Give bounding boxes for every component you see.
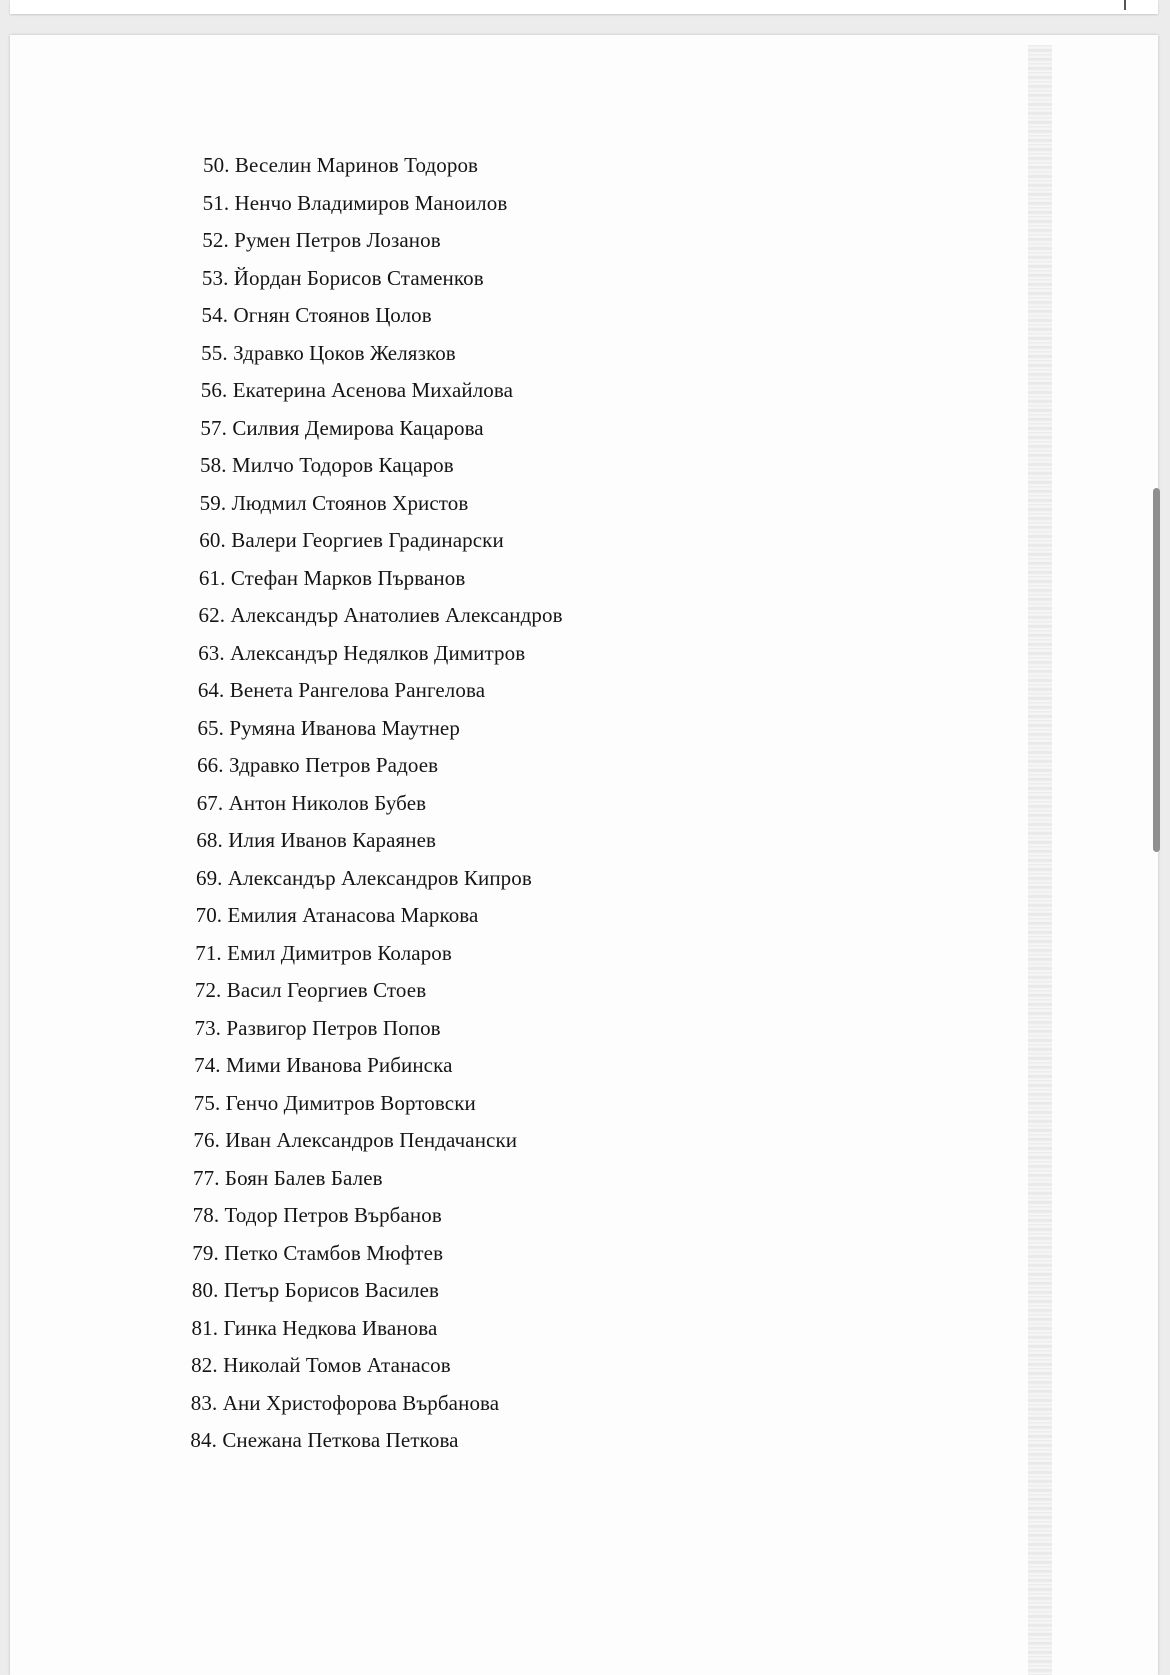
item-number: 66. — [197, 753, 224, 777]
list-item — [193, 1203, 442, 1228]
item-name: Румяна Иванова Маутнер — [229, 715, 460, 740]
item-name: Гинка Недкова Иванова — [223, 1315, 438, 1340]
item-name: Александър Александров Кипров — [227, 865, 532, 890]
item-number: 64. — [197, 678, 225, 702]
item-number: 84. — [190, 1428, 217, 1452]
list-item — [191, 1391, 499, 1416]
list-item — [201, 378, 513, 403]
item-number: 76. — [193, 1128, 220, 1152]
list-item — [202, 303, 432, 328]
list-item — [192, 1241, 443, 1266]
item-number: 58. — [200, 453, 227, 477]
item-name: Николай Томов Атанасов — [223, 1353, 451, 1377]
item-number: 63. — [198, 640, 225, 665]
item-number: 70. — [195, 903, 223, 927]
item-name: Петър Борисов Василев — [223, 1278, 440, 1302]
list-item — [194, 1091, 476, 1116]
item-number: 69. — [195, 865, 223, 890]
list-item — [200, 416, 483, 441]
item-name: Венета Рангелова Рангелова — [229, 678, 486, 702]
item-name: Генчо Димитров Вортовски — [225, 1090, 476, 1115]
list-item — [197, 753, 438, 778]
list-item — [190, 1428, 458, 1453]
item-number: 82. — [191, 1353, 218, 1377]
list-item — [194, 1053, 452, 1078]
item-name: Васил Георгиев Стоев — [226, 978, 427, 1002]
item-number: 83. — [190, 1390, 218, 1415]
list-item — [203, 191, 508, 216]
list-item — [199, 566, 465, 591]
item-name: Ани Христофорова Върбанова — [222, 1390, 500, 1415]
item-number: 72. — [194, 978, 222, 1002]
list-item — [192, 1278, 439, 1303]
item-number: 71. — [195, 940, 222, 965]
item-name: Валери Георгиев Градинарски — [231, 528, 504, 552]
item-number: 78. — [192, 1203, 220, 1227]
item-name: Иван Александров Пендачански — [225, 1128, 518, 1152]
item-name: Здравко Петров Радоев — [229, 753, 439, 777]
item-number: 73. — [194, 1015, 222, 1040]
item-number: 80. — [191, 1278, 219, 1302]
item-number: 74. — [194, 1053, 221, 1077]
item-name: Александър Анатолиев Александров — [230, 603, 563, 627]
page-divider-mark — [1124, 0, 1126, 10]
list-item — [193, 1166, 383, 1191]
item-number: 75. — [193, 1090, 221, 1115]
item-number: 79. — [192, 1240, 219, 1265]
list-item — [194, 1016, 440, 1041]
scrollbar-thumb[interactable] — [1153, 488, 1160, 852]
item-number: 65. — [197, 715, 224, 740]
list-item — [202, 228, 441, 253]
item-name: Огнян Стоянов Цолов — [233, 303, 432, 327]
item-number: 54. — [201, 303, 229, 327]
item-number: 55. — [201, 340, 228, 365]
item-number: 62. — [198, 603, 226, 627]
item-name: Петко Стамбов Мюфтев — [224, 1240, 444, 1265]
list-item — [198, 641, 525, 666]
item-number: 51. — [202, 190, 230, 215]
previous-page-edge — [10, 0, 1158, 14]
list-item — [191, 1353, 451, 1378]
item-number: 67. — [196, 790, 224, 815]
item-name: Силвия Демирова Кацарова — [232, 415, 484, 440]
item-name: Емил Димитров Коларов — [227, 940, 452, 965]
item-name: Илия Иванов Караянев — [228, 828, 437, 852]
list-item — [196, 866, 532, 891]
item-number: 53. — [201, 265, 229, 290]
item-name: Йордан Борисов Стаменков — [233, 265, 484, 290]
item-number: 81. — [191, 1315, 219, 1340]
item-name: Стефан Марков Първанов — [230, 565, 466, 590]
document-page — [10, 35, 1158, 1675]
item-name: Здравко Цоков Желязков — [233, 340, 456, 365]
scan-edge-artifact — [1028, 45, 1052, 1675]
item-name: Екатерина Асенова Михайлова — [232, 378, 514, 402]
list-item — [196, 903, 479, 928]
item-number: 61. — [198, 565, 226, 590]
list-item — [195, 978, 426, 1003]
list-item — [201, 341, 456, 366]
item-number: 68. — [196, 828, 223, 852]
item-number: 59. — [199, 490, 227, 515]
item-name: Тодор Петров Върбанов — [224, 1203, 442, 1227]
list-item — [203, 153, 478, 178]
item-name: Боян Балев Балев — [224, 1165, 383, 1190]
list-item — [199, 603, 563, 628]
item-name: Емилия Атанасова Маркова — [227, 903, 479, 927]
list-item — [200, 453, 454, 478]
list-item — [202, 266, 484, 291]
item-number: 57. — [200, 415, 227, 440]
item-name: Веселин Маринов Тодоров — [234, 153, 479, 177]
list-item — [197, 716, 460, 741]
list-item — [195, 941, 452, 966]
list-item — [197, 791, 426, 816]
item-name: Александър Недялков Димитров — [230, 640, 526, 665]
item-number: 77. — [193, 1165, 220, 1190]
item-name: Мими Иванова Рибинска — [226, 1053, 453, 1077]
list-item — [200, 491, 469, 516]
list-item — [196, 828, 436, 853]
item-number: 56. — [200, 378, 228, 402]
item-number: 50. — [203, 153, 230, 177]
item-name: Милчо Тодоров Кацаров — [231, 453, 454, 477]
item-name: Антон Николов Бубев — [228, 790, 427, 815]
item-name: Развигор Петров Попов — [226, 1015, 441, 1040]
item-name: Снежана Петкова Петкова — [222, 1428, 459, 1452]
item-name: Румен Петров Лозанов — [234, 228, 441, 252]
item-name: Ненчо Владимиров Маноилов — [234, 190, 508, 215]
item-name: Людмил Стоянов Христов — [231, 490, 469, 515]
list-item — [192, 1316, 438, 1341]
item-number: 60. — [199, 528, 226, 552]
list-item — [193, 1128, 517, 1153]
list-item — [198, 678, 485, 703]
list-item — [199, 528, 504, 553]
item-number: 52. — [202, 228, 229, 252]
